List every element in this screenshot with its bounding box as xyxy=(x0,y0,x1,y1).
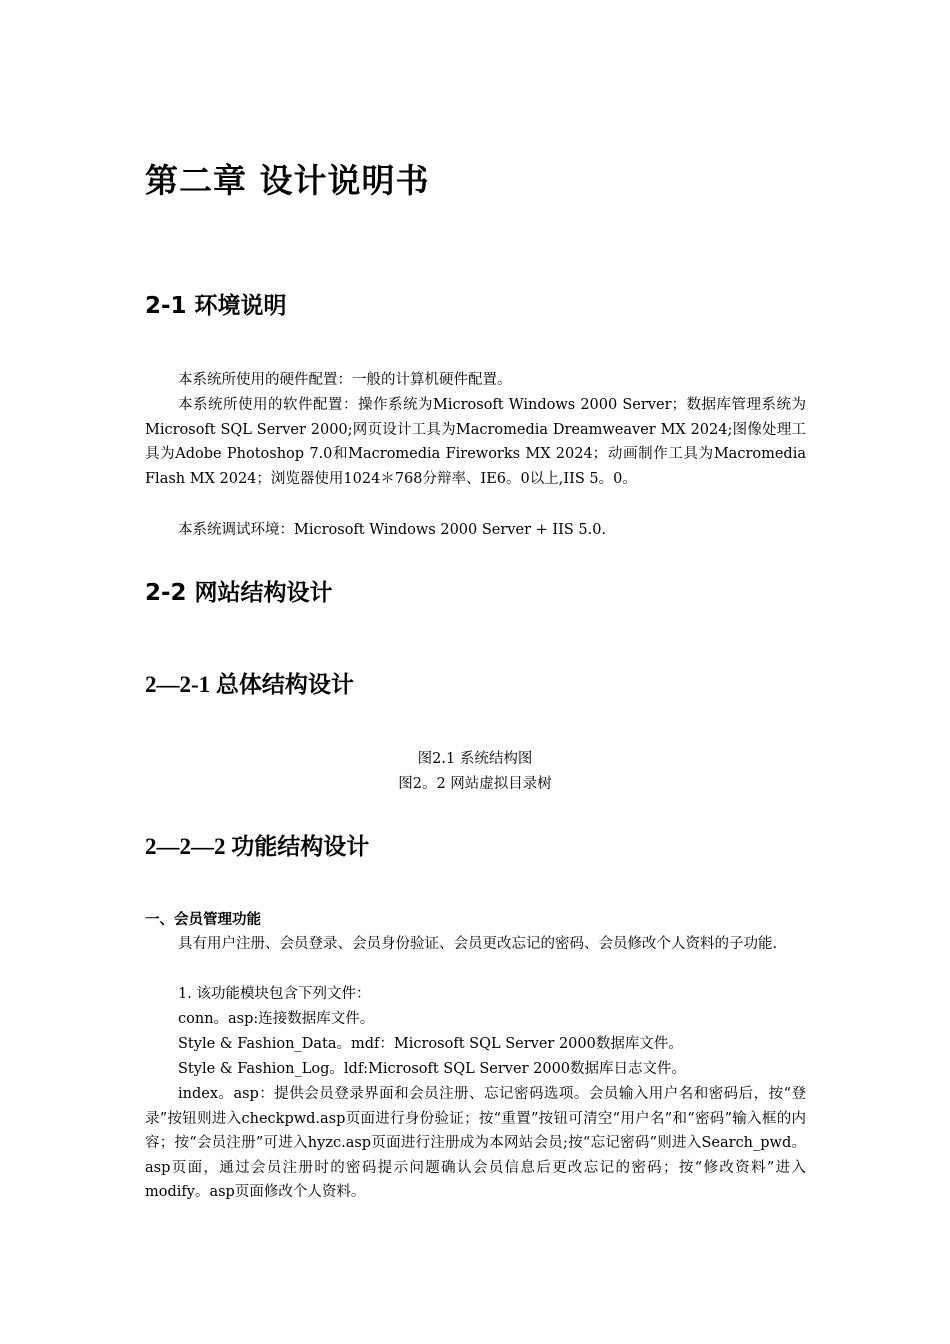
paragraph-software: 本系统所使用的软件配置：操作系统为Microsoft Windows 2000 Server；数据库管理系统为Microsoft SQL Server 2000;网页设计工具为Macromedia Dreamweaver MX 2024;图像处理工具为Adobe Photoshop 7.0和Macromedia Fireworks MX 2024；动画制作工具为Macromedia Flash MX 2024；浏览器使用1024＊768分辩率、IE6。0以上,IIS 5。0。 xyxy=(145,397,806,487)
list-line-conn: conn。asp:连接数据库文件。 xyxy=(178,1011,375,1027)
section-heading-2-2: 2-2 网站结构设计 xyxy=(145,580,333,606)
figure-caption-2-1: 图2.1 系统结构图 xyxy=(417,751,533,767)
list-line-data-mdf: Style & Fashion_Data。mdf：Microsoft SQL Server 2000数据库文件。 xyxy=(178,1036,683,1052)
subsection-heading-2-2-2: 2—2—2 功能结构设计 xyxy=(145,834,370,859)
paragraph-hardware: 本系统所使用的硬件配置：一般的计算机硬件配置。 xyxy=(178,372,512,388)
member-management-heading: 一、会员管理功能 xyxy=(145,912,261,928)
paragraph-debug-env: 本系统调试环境：Microsoft Windows 2000 Server + IIS 5.0. xyxy=(178,522,607,538)
section-heading-2-1: 2-1 环境说明 xyxy=(145,293,287,319)
subsection-heading-2-2-1: 2—2-1 总体结构设计 xyxy=(145,672,354,697)
list-line-log-ldf: Style & Fashion_Log。ldf:Microsoft SQL Server 2000数据库日志文件。 xyxy=(178,1061,687,1077)
figure-caption-2-2: 图2。2 网站虚拟目录树 xyxy=(398,776,552,792)
list-line-files: 1. 该功能模块包含下列文件： xyxy=(178,986,371,1002)
chapter-title: 第二章 设计说明书 xyxy=(145,161,430,200)
paragraph-index-asp: index。asp：提供会员登录界面和会员注册、忘记密码选项。会员输入用户名和密码后，按“登录”按钮则进入checkpwd.asp页面进行身份验证；按“重置”按钮可清空“用户名”和“密码”输入框的内容；按“会员注册”可进入hyzc.asp页面进行注册成为本网站会员;按“忘记密码”则进入Search_pwd。asp页面，通过会员注册时的密码提示问题确认会员信息后更改忘记的密码；按“修改资料”进入modify。asp页面修改个人资料。 xyxy=(145,1086,806,1200)
paragraph-member-intro: 具有用户注册、会员登录、会员身份验证、会员更改忘记的密码、会员修改个人资料的子功能. xyxy=(178,936,778,952)
